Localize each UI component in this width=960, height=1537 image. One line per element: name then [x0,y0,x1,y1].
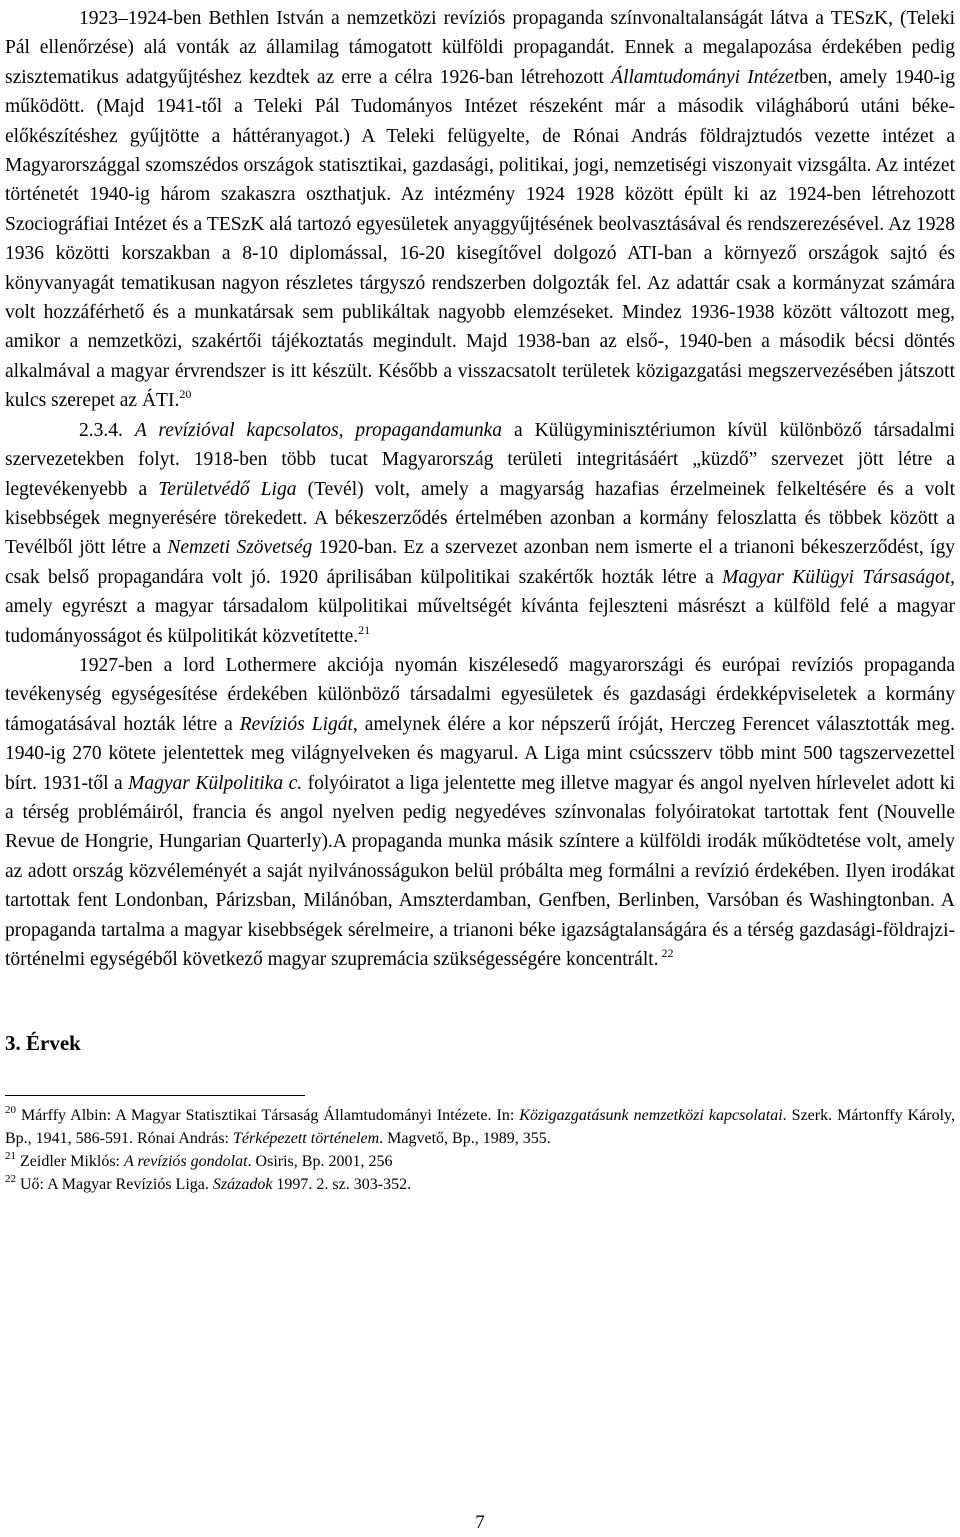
text-run: . Szerk. Mártonffy Károly, Bp., 1941, 586-591. Rónai András: [5,1107,956,1148]
text-run: 2.3.4. [79,419,135,441]
italic-text: Revíziós Ligát [239,713,353,735]
italic-text: Államtudományi Intézet [611,66,800,88]
italic-text: Nemzeti Szövetség [167,537,313,559]
body-text [5,4,955,974]
page-number: 7 [475,1512,485,1533]
footnote-reference: 22 [5,1173,16,1186]
text-run: Uő: A Magyar Revíziós Liga. [16,1176,213,1194]
footnote-reference: 22 [658,946,674,960]
paragraph [5,651,955,974]
italic-text: Területvédő Liga [158,478,297,500]
footnote-reference: 21 [5,1150,16,1163]
text-run: , amely egyrészt a magyar társadalom külpolitikai műveltségét kívánta fejleszteni másrészt a külföld felé a magyar tudományosságot és külpolitikát közvetítette. [5,566,955,647]
text-run: folyóiratot a liga jelentette meg illetve magyar és angol nyelven hírlevelet adott ki a térség problémáiról, francia és angol nyelven pedig negyedéves színvonalas folyóiratokat tartottak fent (Nouvelle Revue de Hongrie, Hungarian Quarterly).A propaganda munka másik színtere a külföldi irodák működtetése volt, amely az adott ország közvéleményét a saját nyilvánosságukon belül próbálta meg formálni a revízió érdekében. Ilyen irodákat tartottak fent Londonban, Párizsban, Milánóban, Amszterdamban, Genfben, Berlinben, Varsóban és Washingtonban. A propaganda tartalma a magyar kisebbségek sérelmeire, a trianoni béke igazságtalanságára és a térség gazdasági-földrajzi-történelmi egységéből következő magyar szupremácia szükségességére koncentrált. [5,772,955,970]
footnote-reference: 20 [179,387,192,402]
italic-text: Századok [212,1176,273,1194]
italic-text: Közigazgatásunk nemzetközi kapcsolatai [519,1107,783,1125]
text-run: Márffy Albin: A Magyar Statisztikai Társaság Államtudományi Intézete. In: [16,1107,520,1125]
section-heading: 3. Érvek [5,1031,81,1056]
footnotes [5,1104,955,1196]
paragraph [5,416,955,651]
text-run: Zeidler Miklós: [16,1153,124,1171]
text-run: 1927-ben a lord Lothermere akciója nyomán kiszélesedő magyarországi és európai revíziós propaganda tevékenység egységesítése érdekében különböző társadalmi egyesületek és gazdasági érdekképviseletek a kormány támogatásával hozták létre a [5,654,955,735]
italic-text: A revíziós gondolat [123,1153,248,1171]
text-run: , amelynek élére a kor népszerű íróját, Herczeg Ferencet választották meg. 1940-ig 270 kötete jelentettek meg világnyelveken és magyarul. A Liga mint csúcsszerv több mint 500 tagszervezettel bírt. 1931-től a [5,713,955,794]
footnote-reference: 21 [358,622,371,637]
text-run: 1920-ban. Ez a szervezet azonban nem ismerte el a trianoni békeszerződést, így csak belső propagandára volt jó. 1920 áprilisában külpolitikai szakértők hozták létre a [5,537,955,588]
italic-text: Magyar Külügyi Társaságot [722,566,951,588]
italic-text: Térképezett történelem [233,1130,380,1148]
footnote [5,1104,955,1150]
text-run: a Külügyminisztériumon kívül különböző társadalmi szervezetekben folyt. 1918-ben több tucat Magyarország területi integritásáért „küzdő” szervezet jött létre a legtevékenyebb a [5,419,956,500]
italic-text: Magyar Külpolitika c. [128,772,303,794]
italic-text: A revízióval kapcsolatos, propagandamunka [134,419,503,441]
text-run: . Osiris, Bp. 2001, 256 [247,1153,393,1171]
footnote-reference: 20 [5,1104,16,1117]
text-run: ben, amely 1940-ig működött. (Majd 1941-től a Teleki Pál Tudományos Intézet részeként már a második világháború utáni béke-előkészítéshez gyűjtötte a háttéranyagot.) A Teleki felügyelte, de Rónai András földrajztudós vezette intézet a Magyarországgal szomszédos országok statisztikai, gazdasági, politikai, jogi, nemzetiségi viszonyait vizsgálta. Az intézet történetét 1940-ig három szakaszra oszthatjuk. Az intézmény 1924 1928 között épült ki az 1924-ben létrehozott Szociográfiai Intézet és a TESzK alá tartozó egyesületek anyaggyűjtésének beolvasztásával és rendszerezésével. Az 1928 1936 közötti korszakban a 8-10 diplomással, 16-20 kisegítővel dolgozó ATI-ban a környező országok sajtó és könyvanyagát tematikusan nagyon részletes tárgyszó rendszerben dolgozták fel. Az adattár csak a kormányzat számára volt hozzáférhető és a munkatársak sem publikáltak nagyobb elemzéseket. Mindez 1936-1938 között változott meg, amikor a nemzetközi, szakértői tájékoztatás megindult. Majd 1938-ban az első-, 1940-ben a második bécsi döntés alkalmával a magyar érvrendszer is itt készült. Később a visszacsatolt területek közigazgatási megszervezésében játszott kulcs szerepet az ÁTI. [5,66,955,412]
footnote-separator [5,1095,305,1096]
text-run: 1997. 2. sz. 303-352. [272,1176,412,1194]
text-run: (Tevél) volt, amely a magyarság hazafias érzelmeinek felkeltésére és a volt kisebbségek megnyerésére törekedett. A békeszerződés értelmében azonban a kormány feloszlatta és többek között a Tevélből jött létre a [5,478,955,559]
footnote [5,1150,955,1173]
footnote [5,1173,955,1196]
paragraph [5,4,955,416]
text-run: . Magvető, Bp., 1989, 355. [379,1130,551,1148]
text-run: 1923–1924-ben Bethlen István a nemzetközi revíziós propaganda színvonaltalanságát látva a TESzK, (Teleki Pál ellenőrzése) alá vonták az államilag támogatott külföldi propagandát. Ennek a megalapozása érdekében pedig szisztematikus adatgyűjtéshez kezdtek az erre a célra 1926-ban létrehozott [5,8,955,88]
